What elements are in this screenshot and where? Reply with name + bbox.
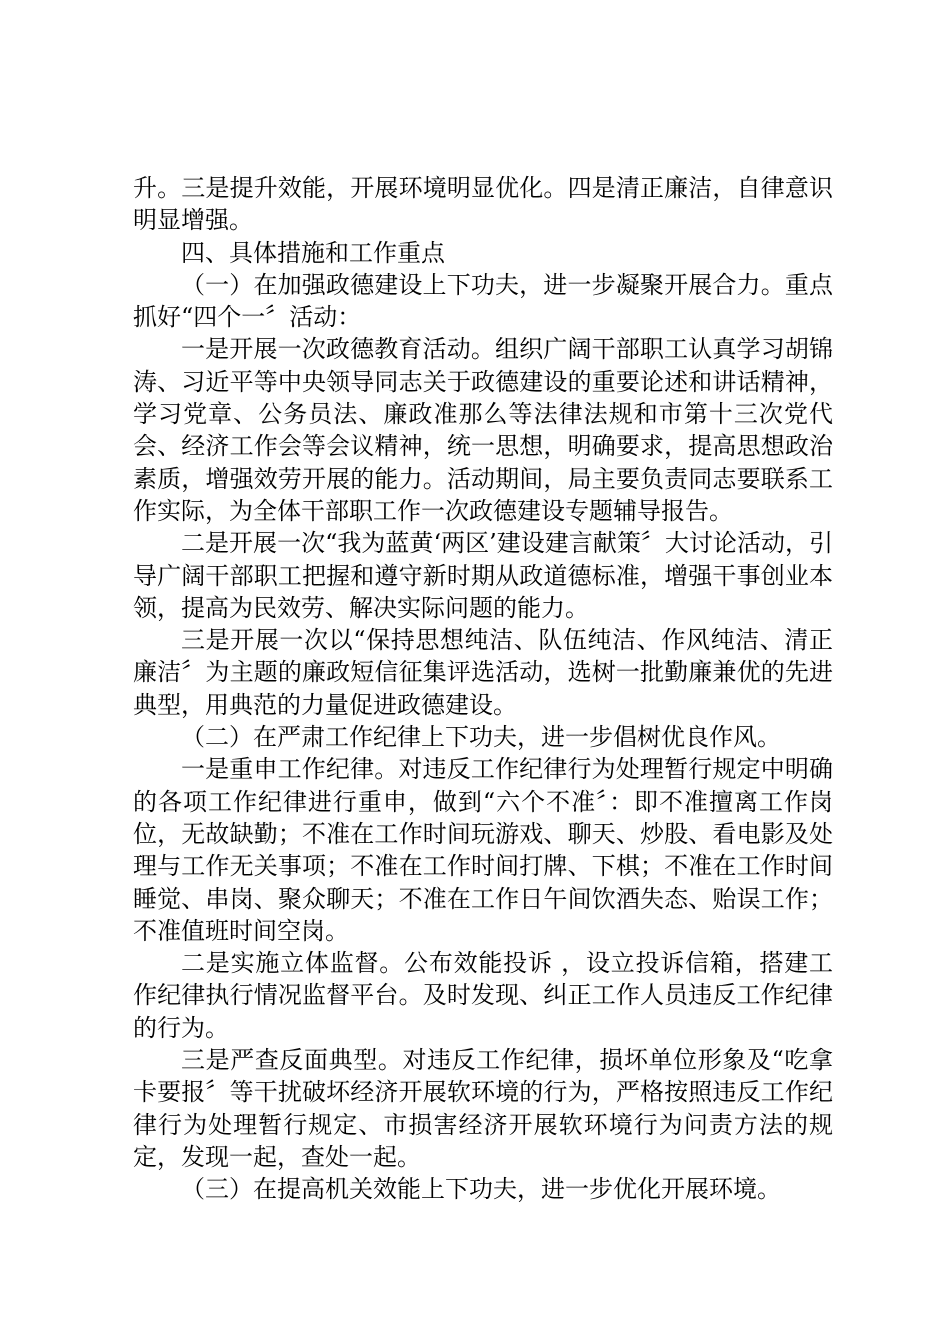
document-body xyxy=(133,172,833,1206)
paragraph-discipline-1: 一是重申工作纪律。对违反工作纪律行为处理暂行规定中明确的各项工作纪律进行重申，做到“六个不准〞：即不准擅离工作岗位，无故缺勤；不准在工作时间玩游戏、聊天、炒股、看电影及处理与工作无关事项；不准在工作时间打牌、下棋；不准在工作时间睡觉、串岗、聚众聊天；不准在工作日午间饮酒失态、贻误工作；不准值班时间空岗。 xyxy=(133,755,833,945)
paragraph-item-2: 二是开展一次“我为蓝黄‘两区’建设建言献策〞大讨论活动，引导广阔干部职工把握和遵守新时期从政道德标准，增强干事创业本领，提高为民效劳、解决实际问题的能力。 xyxy=(133,529,833,622)
paragraph-continuation: 升。三是提升效能，开展环境明显优化。四是清正廉洁，自律意识明显增强。 xyxy=(133,174,833,235)
subsection-heading-1: （一）在加强政德建设上下功夫，进一步凝聚开展合力。重点抓好“四个一〞活动： xyxy=(133,270,833,332)
paragraph-discipline-3: 三是严查反面典型。对违反工作纪律，损坏单位形象及“吃拿卡要报〞等干扰破坏经济开展软环境的行为，严格按照违反工作纪律行为处理暂行规定、市损害经济开展软环境行为问责方法的规定，发现一起，查处一起。 xyxy=(133,1046,833,1171)
subsection-heading-2: （二）在严肃工作纪律上下功夫，进一步倡树优良作风。 xyxy=(181,723,781,752)
paragraph-item-3: 三是开展一次以“保持思想纯洁、队伍纯洁、作风纯洁、清正廉洁〞为主题的廉政短信征集评选活动，选树一批勤廉兼优的先进典型，用典范的力量促进政德建设。 xyxy=(133,626,833,719)
paragraph-discipline-2: 二是实施立体监督。公布效能投诉 ，设立投诉信箱，搭建工作纪律执行情况监督平台。及时发现、纠正工作人员违反工作纪律的行为。 xyxy=(133,949,833,1042)
paragraph-item-1: 一是开展一次政德教育活动。组织广阔干部职工认真学习胡锦涛、习近平等中央领导同志关于政德建设的重要论述和讲话精神，学习党章、公务员法、廉政准那么等法律法规和市第十三次党代会、经济工作会等会议精神，统一思想，明确要求，提高思想政治素质，增强效劳开展的能力。活动期间，局主要负责同志要联系工作实际，为全体干部职工作一次政德建设专题辅导报告。 xyxy=(133,335,833,525)
subsection-heading-3: （三）在提高机关效能上下功夫，进一步优化开展环境。 xyxy=(181,1175,781,1204)
section-heading-measures: 四、具体措施和工作重点 xyxy=(181,238,445,267)
